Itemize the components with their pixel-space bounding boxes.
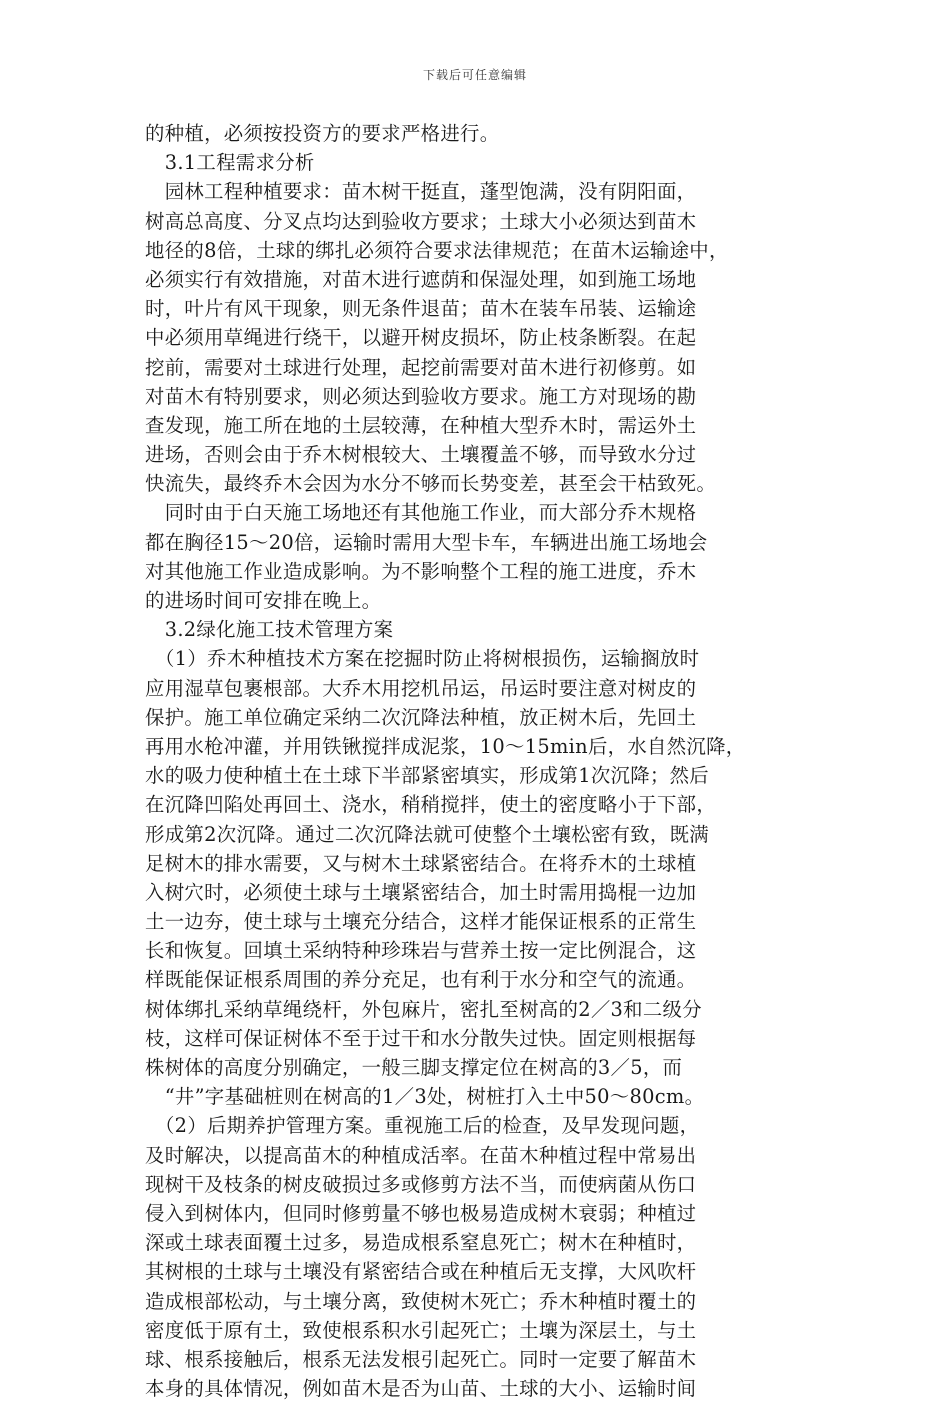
- text-line: 对苗木有特别要求，则必须达到验收方要求。施工方对现场的勘: [145, 384, 697, 408]
- text-line: 园林工程种植要求：苗木树干挺直，蓬型饱满，没有阴阳面，: [145, 180, 697, 204]
- text-line: 的种植，必须按投资方的要求严格进行。: [145, 122, 500, 145]
- text-line: 水的吸力使种植土在土球下半部紧密填实，形成第1次沉降；然后: [145, 764, 709, 788]
- text-line: 都在胸径15～20倍，运输时需用大型卡车，车辆进出施工场地会: [145, 530, 708, 554]
- text-line: 必须实行有效措施，对苗木进行遮荫和保湿处理，如到施工场地: [145, 267, 697, 291]
- text-line: 足树木的排水需要，又与树木土球紧密结合。在将乔木的土球植: [145, 851, 697, 875]
- text-line: 进场，否则会由于乔木树根较大、土壤覆盖不够，而导致水分过: [145, 443, 697, 467]
- text-line: （2）后期养护管理方案。重视施工后的检查，及早发现问题，: [145, 1114, 700, 1138]
- text-line: 样既能保证根系周围的养分充足，也有利于水分和空气的流通。: [145, 968, 697, 992]
- text-line: 时，叶片有风干现象，则无条件退苗；苗木在装车吊装、运输途: [145, 297, 697, 321]
- text-line: 枝，这样可保证树体不至于过干和水分散失过快。固定则根据每: [145, 1026, 697, 1050]
- text-line: 3.1工程需求分析: [145, 151, 315, 175]
- text-line: 土一边夯，使土球与土壤充分结合，这样才能保证根系的正常生: [145, 910, 697, 934]
- text-line: 挖前，需要对土球进行处理，起挖前需要对苗木进行初修剪。如: [145, 355, 697, 379]
- text-line: 保护。施工单位确定采纳二次沉降法种植，放正树木后，先回土: [145, 705, 697, 729]
- text-line: 及时解决，以提高苗木的种植成活率。在苗木种植过程中常易出: [145, 1143, 697, 1167]
- text-line: 树体绑扎采纳草绳绕杆，外包麻片，密扎至树高的2／3和二级分: [145, 997, 702, 1021]
- text-line: 株树体的高度分别确定，一般三脚支撑定位在树高的3／5，而: [145, 1056, 683, 1079]
- text-line: 在沉降凹陷处再回土、浇水，稍稍搅拌，使土的密度略小于下部，: [145, 793, 717, 817]
- text-line: 应用湿草包裹根部。大乔木用挖机吊运，吊运时要注意对树皮的: [145, 676, 697, 700]
- text-line: 深或土球表面覆土过多，易造成根系窒息死亡；树木在种植时，: [145, 1231, 697, 1255]
- text-line: 形成第2次沉降。通过二次沉降法就可使整个土壤松密有致，既满: [145, 822, 709, 846]
- text-line: “井”字基础桩则在树高的1／3处，树桩打入土中50～80cm。: [145, 1085, 705, 1109]
- text-line: 的进场时间可安排在晚上。: [145, 589, 382, 612]
- text-line: 查发现，施工所在地的土层较薄，在种植大型乔木时，需运外土: [145, 413, 697, 437]
- text-line: 同时由于白天施工场地还有其他施工作业，而大部分乔木规格: [145, 501, 697, 525]
- text-line: 密度低于原有土，致使根系积水引起死亡；土壤为深层土，与土: [145, 1318, 697, 1342]
- text-line: 侵入到树体内，但同时修剪量不够也极易造成树木衰弱；种植过: [145, 1201, 697, 1225]
- text-line: 中必须用草绳进行绕干，以避开树皮损坏，防止枝条断裂。在起: [145, 326, 697, 350]
- text-line: 快流失，最终乔木会因为水分不够而长势变差，甚至会干枯致死。: [145, 472, 717, 496]
- text-line: 其树根的土球与土壤没有紧密结合或在种植后无支撑，大风吹杆: [145, 1260, 697, 1284]
- text-line: 地径的8倍，土球的绑扎必须符合要求法律规范；在苗木运输途中，: [145, 238, 729, 262]
- text-line: 树高总高度、分叉点均达到验收方要求；土球大小必须达到苗木: [145, 209, 697, 233]
- text-line: 长和恢复。回填土采纳特种珍珠岩与营养土按一定比例混合，这: [145, 939, 697, 963]
- text-line: 球、根系接触后，根系无法发根引起死亡。同时一定要了解苗木: [145, 1347, 697, 1371]
- text-line: 本身的具体情况，例如苗木是否为山苗、土球的大小、运输时间: [145, 1377, 697, 1401]
- text-line: 造成根部松动，与土壤分离，致使树木死亡；乔木种植时覆土的: [145, 1289, 697, 1313]
- page-header-note: 下载后可任意编辑: [422, 68, 527, 82]
- text-line: 再用水枪冲灌，并用铁锹搅拌成泥浆，10～15min后，水自然沉降，: [145, 734, 746, 758]
- text-line: 3.2绿化施工技术管理方案: [145, 618, 394, 642]
- text-line: 现树干及枝条的树皮破损过多或修剪方法不当，而使病菌从伤口: [145, 1172, 697, 1196]
- text-line: 入树穴时，必须使土球与土壤紧密结合，加土时需用捣棍一边加: [145, 880, 697, 904]
- text-line: （1）乔木种植技术方案在挖掘时防止将树根损伤，运输搁放时: [145, 647, 700, 671]
- text-line: 对其他施工作业造成影响。为不影响整个工程的施工进度，乔木: [145, 559, 697, 583]
- document-body: [145, 119, 815, 1403]
